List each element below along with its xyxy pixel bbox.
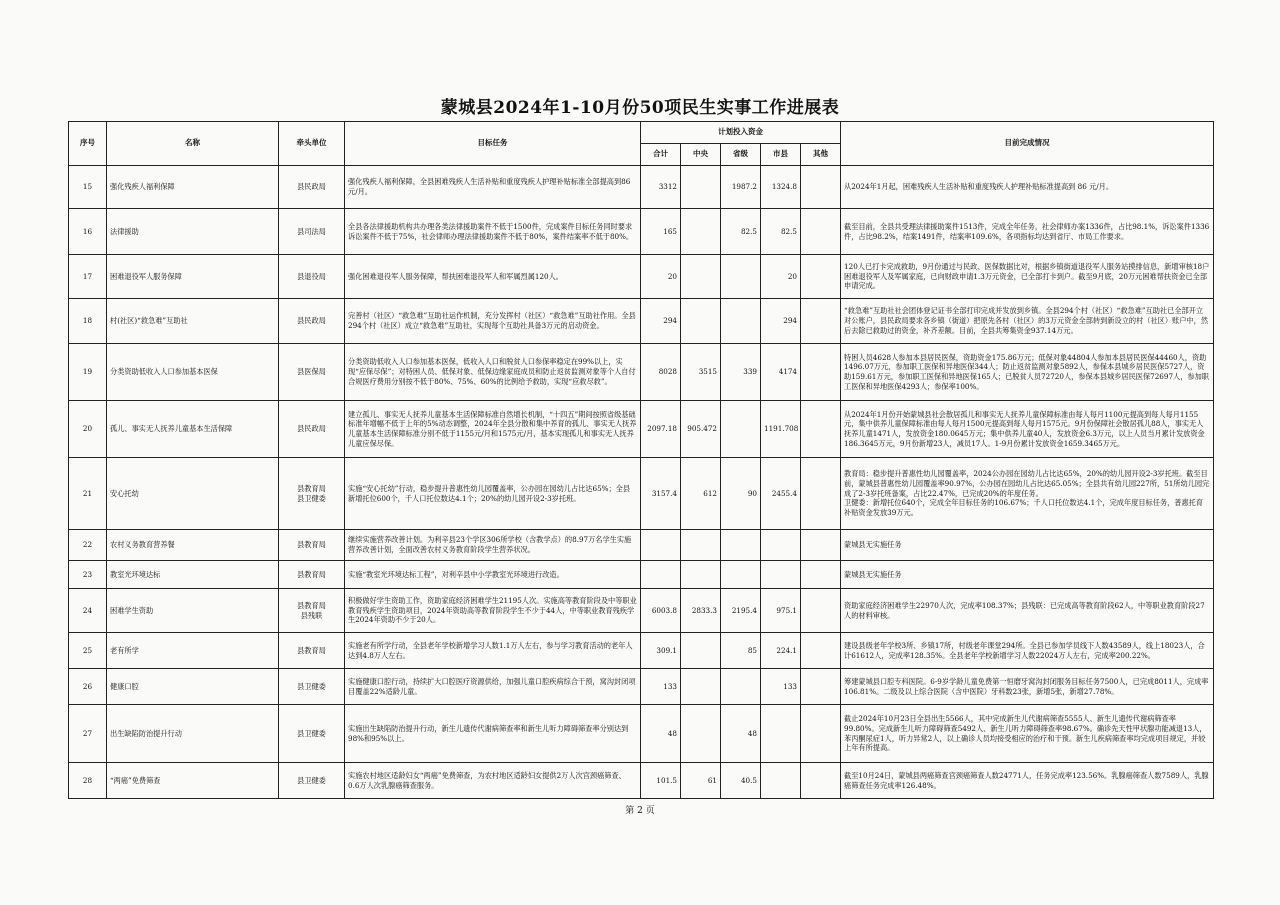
cell-province: 40.5 bbox=[721, 763, 761, 799]
cell-seq: 26 bbox=[69, 669, 107, 705]
cell-lead: 县教育局 bbox=[279, 633, 345, 669]
cell-status: 截止2024年10月23日全县出生5566人，其中完成新生儿代谢病筛查5555人、新生儿遗传代谢病筛查率99.80%。完成新生儿听力障碍筛查5492人、新生儿听力障碍筛查率98.67%。确诊先天性甲状腺功能减退13人，苯丙酮尿症1人，听力异常2人，以上确诊人员均接受相应的治疗和干预。新生儿疾病筛查率均完成项目规定，并较上年有所提高。 bbox=[841, 705, 1214, 763]
header-central: 中央 bbox=[681, 144, 721, 166]
cell-province: 1987.2 bbox=[721, 166, 761, 209]
cell-city bbox=[761, 705, 801, 763]
cell-other bbox=[801, 209, 841, 255]
cell-status: 从2024年1月份开始蒙城县社会散居孤儿和事实无人抚养儿童保障标准由每人每月1100元提高到每人每月1155元，集中供养儿童保障标准由每人每月1500元提高到每人每月1575元。9月份保障社会散居孤儿88人，事实无人抚养儿童1471人，发放资金180.0645万元；集中供养儿童40人，发放资金6.3万元，以上人员当月累计发放资金186.3645万元，9月份新增23人，减员17人。1-9月份累计发放资金1659.3465万元。 bbox=[841, 401, 1214, 458]
table-row bbox=[69, 255, 1214, 299]
cell-target: 实施出生缺陷防治提升行动，新生儿遗传代谢病筛查率和新生儿听力障碍筛查率分别达到98%和95%以上。 bbox=[345, 705, 641, 763]
cell-target: 继续实施营养改善计划。为利辛县23个学区306所学校（含教学点）的8.97万名学生实施营养改善计划，全面改善农村义务教育阶段学生营养状况。 bbox=[345, 530, 641, 561]
cell-seq: 17 bbox=[69, 255, 107, 299]
cell-central bbox=[681, 633, 721, 669]
cell-other bbox=[801, 589, 841, 633]
cell-total: 165 bbox=[641, 209, 681, 255]
cell-target: 强化残疾人福利保障，全县困难残疾人生活补贴和重度残疾人护理补贴标准全部提高到86元/月。 bbox=[345, 166, 641, 209]
cell-other bbox=[801, 401, 841, 458]
cell-seq: 16 bbox=[69, 209, 107, 255]
cell-target: 强化困难退役军人服务保障，帮扶困难退役军人和军属烈属120人。 bbox=[345, 255, 641, 299]
cell-lead: 县卫健委 bbox=[279, 763, 345, 799]
cell-status: 120人已打卡完成救助，9月份通过与民政、医保数据比对，根据乡镇街道退役军人服务站摸排信息，新增审核18户困难退役军人及军属家庭，已向财政申请1.3万元资金，已全部打卡到户。截至9月底，20万元困难帮扶资金已全部申请完成。 bbox=[841, 255, 1214, 299]
cell-name: 孤儿、事实无人抚养儿童基本生活保障 bbox=[107, 401, 279, 458]
cell-city bbox=[761, 561, 801, 589]
header-status: 目前完成情况 bbox=[841, 122, 1214, 166]
cell-other bbox=[801, 669, 841, 705]
header-target: 目标任务 bbox=[345, 122, 641, 166]
table-body bbox=[69, 166, 1214, 799]
cell-total: 3157.4 bbox=[641, 458, 681, 530]
cell-other bbox=[801, 458, 841, 530]
cell-central: 612 bbox=[681, 458, 721, 530]
cell-status: 蒙城县无实施任务 bbox=[841, 561, 1214, 589]
cell-city: 20 bbox=[761, 255, 801, 299]
cell-province: 90 bbox=[721, 458, 761, 530]
header-province: 省级 bbox=[721, 144, 761, 166]
cell-other bbox=[801, 530, 841, 561]
cell-target: 积极做好学生资助工作，资助家庭经济困难学生21195人次。实施高等教育阶段及中等职业教育残疾学生资助项目，2024年资助高等教育阶段学生不少于44人，中等职业教育残疾学生2024年资助不少于20人。 bbox=[345, 589, 641, 633]
cell-central bbox=[681, 299, 721, 344]
cell-status: 蒙城县无实施任务 bbox=[841, 530, 1214, 561]
cell-status: “救急难”互助社社会团体登记证书全部打印完成并发放到乡镇。全县294个村（社区）“救急难”互助社已全部开立对公账户，县民政局要求各乡镇（街道）把原先各村（社区）的3万元资金全部转到新设立的村（社区）账户中，然后去除已救助过的资金，补齐差额。目前，全县共筹集资金937.14万元。 bbox=[841, 299, 1214, 344]
cell-lead: 县司法局 bbox=[279, 209, 345, 255]
cell-province: 2195.4 bbox=[721, 589, 761, 633]
cell-city: 133 bbox=[761, 669, 801, 705]
table-row bbox=[69, 166, 1214, 209]
cell-target: 全县各法律援助机构共办理各类法律援助案件不低于1500件，完成案件目标任务同时要求诉讼案件不低于75%，社会律师办理法律援助案件不低于80%，案件结案率不低于80%。 bbox=[345, 209, 641, 255]
cell-central bbox=[681, 255, 721, 299]
table-row bbox=[69, 633, 1214, 669]
cell-status: 建设县级老年学校3所、乡镇17所，村级老年课堂294所。全县已参加学员线下人数43589人，线上18023人，合计61612人，完成率128.35%。全县老年学校新增学习人数22024万人左右，完成率200.22%。 bbox=[841, 633, 1214, 669]
cell-target: 分类资助低收入人口参加基本医保，低收入人口和脱贫人口参保率稳定在99%以上，实现“应保尽保”；对特困人员、低保对象、低保边缘家庭成员和防止返贫监测对象等个人自付合规医疗费用分别按不低于80%、75%、60%的比例给予救助，实现“应救尽救”。 bbox=[345, 344, 641, 401]
cell-central bbox=[681, 669, 721, 705]
cell-city bbox=[761, 530, 801, 561]
header-lead: 牵头单位 bbox=[279, 122, 345, 166]
cell-target: 实施“教室光环境达标工程”，对利辛县中小学教室光环境进行改造。 bbox=[345, 561, 641, 589]
cell-status: 筹建蒙城县口腔专科医院。6-9岁学龄儿童免费第一恒磨牙窝沟封闭服务目标任务7500人，已完成8011人，完成率106.81%。二级及以上综合医院（含中医院）牙科数23张，新增5张，新增27.78%。 bbox=[841, 669, 1214, 705]
cell-city: 2455.4 bbox=[761, 458, 801, 530]
cell-city: 294 bbox=[761, 299, 801, 344]
header-city: 市县 bbox=[761, 144, 801, 166]
cell-status: 截至目前，全县共受理法律援助案件1513件，完成全年任务，社会律师办案1336件，占比98.1%，诉讼案件1336件，占比98.2%，结案1491件，结案率109.6%，各项指标均达到省厅、市局工作要求。 bbox=[841, 209, 1214, 255]
cell-province: 339 bbox=[721, 344, 761, 401]
cell-name: 困难学生资助 bbox=[107, 589, 279, 633]
cell-total: 101.5 bbox=[641, 763, 681, 799]
table-row bbox=[69, 299, 1214, 344]
cell-name: 出生缺陷防治提升行动 bbox=[107, 705, 279, 763]
table-row bbox=[69, 589, 1214, 633]
cell-city: 224.1 bbox=[761, 633, 801, 669]
cell-city: 4174 bbox=[761, 344, 801, 401]
cell-seq: 24 bbox=[69, 589, 107, 633]
cell-name: 强化残疾人福利保障 bbox=[107, 166, 279, 209]
cell-province bbox=[721, 669, 761, 705]
cell-total: 6003.8 bbox=[641, 589, 681, 633]
cell-province: 48 bbox=[721, 705, 761, 763]
cell-other bbox=[801, 344, 841, 401]
table-row bbox=[69, 209, 1214, 255]
cell-total: 48 bbox=[641, 705, 681, 763]
cell-city bbox=[761, 763, 801, 799]
cell-name: 教室光环境达标 bbox=[107, 561, 279, 589]
cell-total bbox=[641, 561, 681, 589]
cell-other bbox=[801, 763, 841, 799]
cell-province bbox=[721, 299, 761, 344]
cell-total: 20 bbox=[641, 255, 681, 299]
table-row bbox=[69, 344, 1214, 401]
cell-name: 村(社区)“救急难”互助社 bbox=[107, 299, 279, 344]
cell-total: 2097.18 bbox=[641, 401, 681, 458]
cell-province bbox=[721, 255, 761, 299]
cell-name: “两癌”免费筛查 bbox=[107, 763, 279, 799]
cell-central bbox=[681, 530, 721, 561]
cell-city: 1324.8 bbox=[761, 166, 801, 209]
cell-central bbox=[681, 209, 721, 255]
cell-other bbox=[801, 299, 841, 344]
header-seq: 序号 bbox=[69, 122, 107, 166]
cell-seq: 28 bbox=[69, 763, 107, 799]
cell-status: 教育局：稳步提升普惠性幼儿园覆盖率，2024公办园在园幼儿占比达65%，20%的幼儿园开设2-3岁托班。截至目前，蒙城县普惠性幼儿园覆盖率90.97%，公办园在园幼儿占比达65.05%；全县共有幼儿园227所，51所幼儿园完成了2-3岁托班备案，占比22.47%，已完成20%的年度任务。 卫健委：新增托位640个，完成全年目标任务的106.67%；千人口托位数达4.1个，完成年度目标任务，普惠托育补贴资金发放39万元。 bbox=[841, 458, 1214, 530]
cell-target: 实施“安心托幼”行动，稳步提升普惠性幼儿园覆盖率，公办园在园幼儿占比达65%；全县新增托位600个，千人口托位数达4.1个；20%的幼儿园开设2-3岁托班。 bbox=[345, 458, 641, 530]
cell-other bbox=[801, 561, 841, 589]
cell-name: 农村义务教育营养餐 bbox=[107, 530, 279, 561]
cell-status: 截至10月24日，蒙城县两癌筛查宫颈癌筛查人数24771人，任务完成率123.56%。乳腺癌筛查人数7589人，乳腺癌筛查任务完成率126.48%。 bbox=[841, 763, 1214, 799]
cell-name: 健康口腔 bbox=[107, 669, 279, 705]
cell-lead: 县民政局 bbox=[279, 166, 345, 209]
cell-status: 特困人员4628人参加本县居民医保，资助资金175.86万元；低保对象44804人参加本县居民医保44460人，资助1496.07万元，参加职工医保和异地医保344人；防止返贫监测对象5892人，参保本县城乡居民医保5727人，资助159.61万元，参加职工医保和异地医保165人；已脱贫人员72720人，参保本县城乡居民医保72697人，参加职工医保和异地医保4293人；参保率100%。 bbox=[841, 344, 1214, 401]
cell-seq: 15 bbox=[69, 166, 107, 209]
cell-seq: 25 bbox=[69, 633, 107, 669]
cell-central: 2833.3 bbox=[681, 589, 721, 633]
cell-lead: 县教育局 bbox=[279, 530, 345, 561]
cell-central bbox=[681, 705, 721, 763]
cell-name: 困难退役军人服务保障 bbox=[107, 255, 279, 299]
cell-city: 975.1 bbox=[761, 589, 801, 633]
header-funds: 计划投入资金 bbox=[641, 122, 841, 144]
cell-lead: 县民政局 bbox=[279, 401, 345, 458]
cell-name: 老有所学 bbox=[107, 633, 279, 669]
cell-name: 法律援助 bbox=[107, 209, 279, 255]
cell-total: 3312 bbox=[641, 166, 681, 209]
cell-target: 建立孤儿、事实无人抚养儿童基本生活保障标准自然增长机制，“十四五”期间按照省级基础标准年增幅不低于上年的5%动态调整，2024年全县分散和集中养育的孤儿、事实无人抚养儿童基本生活保障标准分别不低于1155元/月和1575元/月，基本实现孤儿和事实无人抚养儿童应保尽保。 bbox=[345, 401, 641, 458]
table-row bbox=[69, 705, 1214, 763]
cell-central bbox=[681, 561, 721, 589]
table-row bbox=[69, 561, 1214, 589]
cell-lead: 县民政局 bbox=[279, 299, 345, 344]
page-number: 第 2 页 bbox=[625, 806, 655, 816]
cell-lead: 县教育局 县卫健委 bbox=[279, 458, 345, 530]
cell-lead: 县教育局 bbox=[279, 561, 345, 589]
cell-total: 133 bbox=[641, 669, 681, 705]
cell-province bbox=[721, 401, 761, 458]
cell-province: 82.5 bbox=[721, 209, 761, 255]
cell-seq: 27 bbox=[69, 705, 107, 763]
cell-lead: 县医保局 bbox=[279, 344, 345, 401]
cell-target: 完善村（社区）“救急难”互助社运作机制，充分发挥村（社区）“救急难”互助社作用。全县294个村（社区）成立“救急难”互助社，实现每个互助社具备3万元的启动资金。 bbox=[345, 299, 641, 344]
table-row bbox=[69, 458, 1214, 530]
cell-seq: 21 bbox=[69, 458, 107, 530]
header-other: 其他 bbox=[801, 144, 841, 166]
cell-city: 1191.708 bbox=[761, 401, 801, 458]
cell-other bbox=[801, 166, 841, 209]
table-row bbox=[69, 401, 1214, 458]
cell-lead: 县卫健委 bbox=[279, 705, 345, 763]
cell-central bbox=[681, 166, 721, 209]
cell-name: 安心托幼 bbox=[107, 458, 279, 530]
cell-seq: 23 bbox=[69, 561, 107, 589]
progress-table bbox=[68, 121, 1214, 799]
cell-seq: 22 bbox=[69, 530, 107, 561]
cell-seq: 19 bbox=[69, 344, 107, 401]
cell-status: 资助家庭经济困难学生22970人次，完成率108.37%；县残联：已完成高等教育阶段62人，中等职业教育阶段27人的材料审核。 bbox=[841, 589, 1214, 633]
cell-central: 905.472 bbox=[681, 401, 721, 458]
cell-total bbox=[641, 530, 681, 561]
table-row bbox=[69, 763, 1214, 799]
cell-target: 实施农村地区适龄妇女“两癌”免费筛查，为农村地区适龄妇女提供2万人次宫颈癌筛查、0.6万人次乳腺癌筛查服务。 bbox=[345, 763, 641, 799]
header-name: 名称 bbox=[107, 122, 279, 166]
cell-name: 分类资助低收入人口参加基本医保 bbox=[107, 344, 279, 401]
cell-province bbox=[721, 561, 761, 589]
cell-target: 实施健康口腔行动，持续扩大口腔医疗资源供给，加强儿童口腔疾病综合干预，窝沟封闭项目覆盖22%适龄儿童。 bbox=[345, 669, 641, 705]
cell-total: 8028 bbox=[641, 344, 681, 401]
cell-target: 实施老有所学行动，全县老年学校新增学习人数1.1万人左右，参与学习教育活动的老年人达到4.8万人左右。 bbox=[345, 633, 641, 669]
cell-seq: 20 bbox=[69, 401, 107, 458]
cell-province bbox=[721, 530, 761, 561]
cell-other bbox=[801, 633, 841, 669]
cell-seq: 18 bbox=[69, 299, 107, 344]
table-row bbox=[69, 669, 1214, 705]
table-row bbox=[69, 530, 1214, 561]
cell-other bbox=[801, 255, 841, 299]
cell-central: 3515 bbox=[681, 344, 721, 401]
cell-other bbox=[801, 705, 841, 763]
cell-central: 61 bbox=[681, 763, 721, 799]
page-title: 蒙城县2024年1-10月份50项民生实事工作进展表 bbox=[440, 98, 840, 118]
cell-province: 85 bbox=[721, 633, 761, 669]
cell-status: 从2024年1月起，困难残疾人生活补贴和重度残疾人护理补贴标准提高到 86 元/月。 bbox=[841, 166, 1214, 209]
cell-lead: 县卫健委 bbox=[279, 669, 345, 705]
cell-total: 309.1 bbox=[641, 633, 681, 669]
cell-lead: 县退役局 bbox=[279, 255, 345, 299]
cell-lead: 县教育局 县残联 bbox=[279, 589, 345, 633]
cell-city: 82.5 bbox=[761, 209, 801, 255]
header-total: 合计 bbox=[641, 144, 681, 166]
cell-total: 294 bbox=[641, 299, 681, 344]
